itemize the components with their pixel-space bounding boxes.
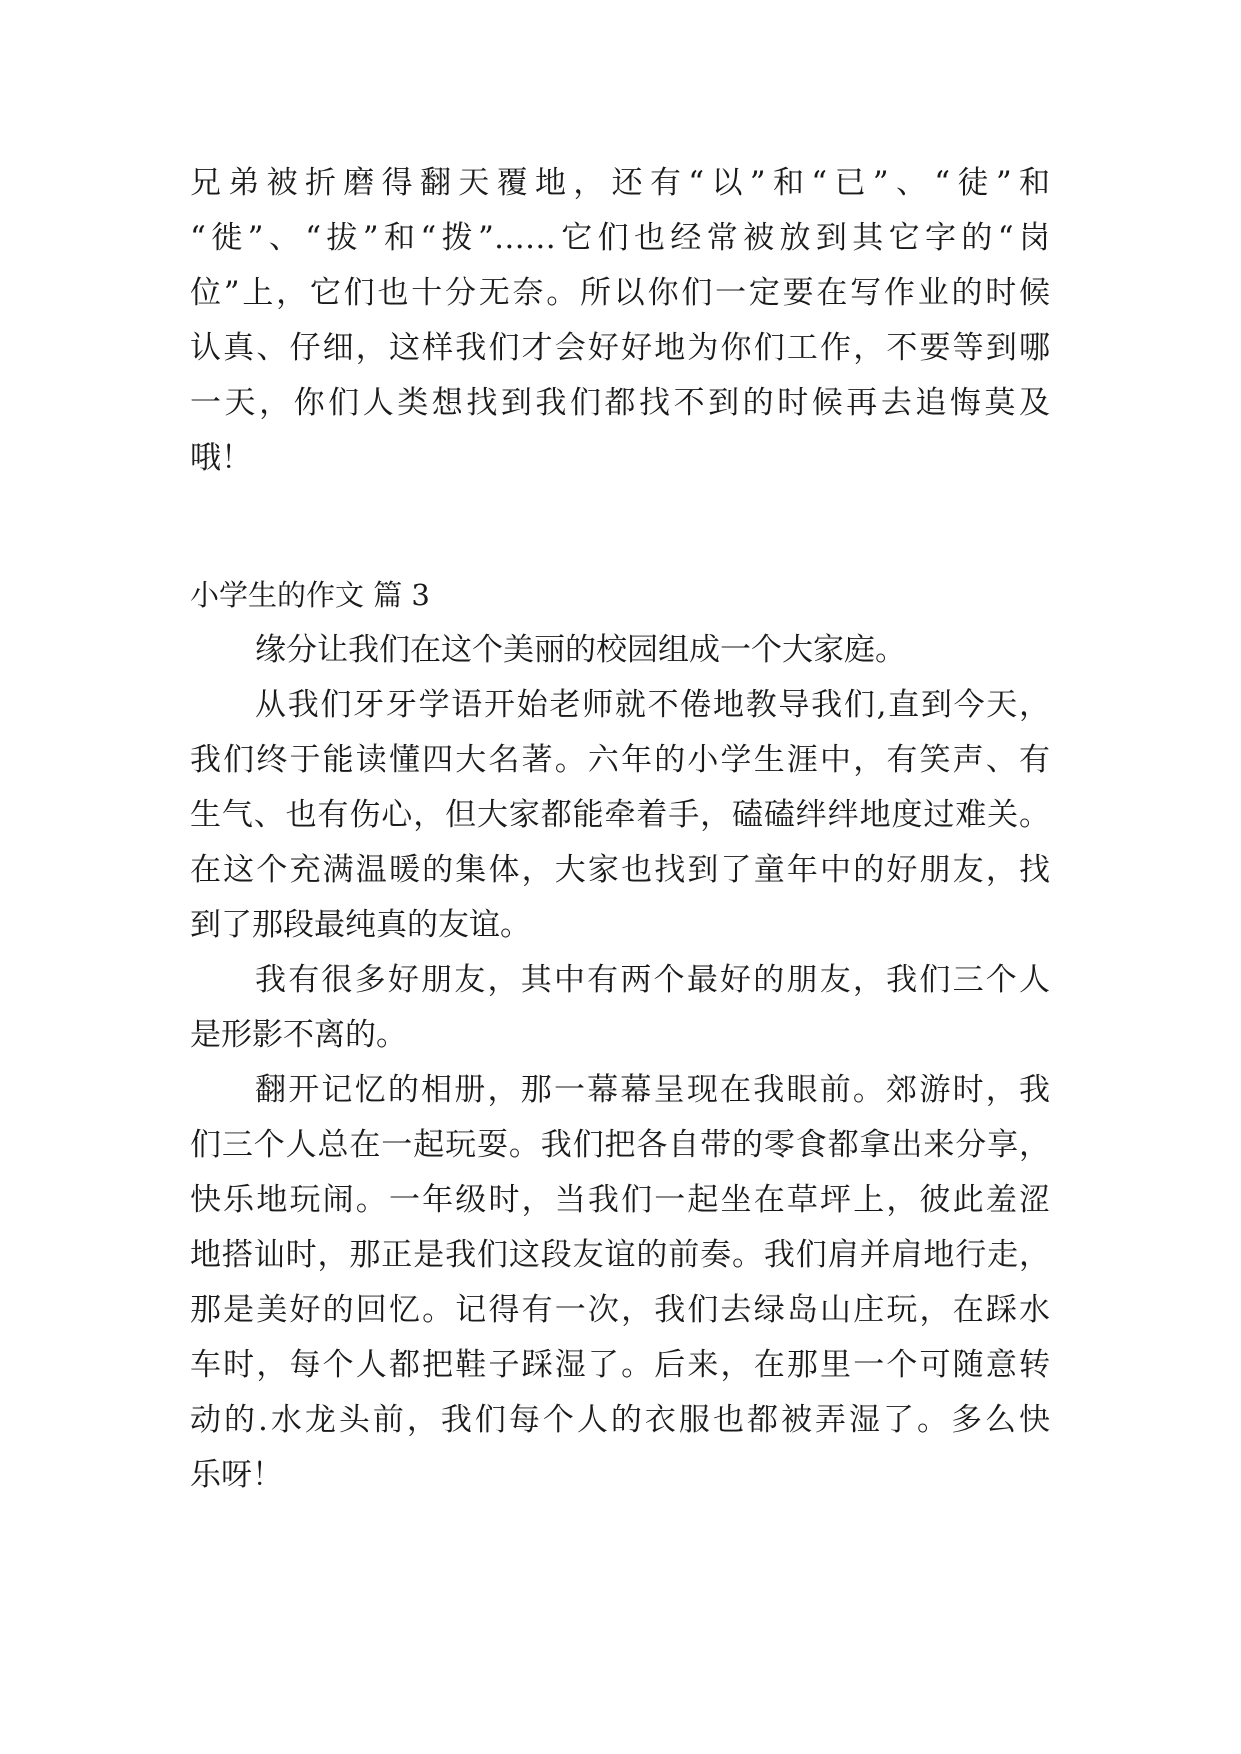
text-line: 从我们牙牙学语开始老师就不倦地教导我们,直到今天， [255, 687, 1050, 723]
text-line: 生气、也有伤心，但大家都能牵着手，磕磕绊绊地度过难关。 [190, 797, 1050, 833]
text-line: 们三个人总在一起玩耍。我们把各自带的零食都拿出来分享， [190, 1127, 1050, 1163]
text-line: 动的.水龙头前，我们每个人的衣服也都被弄湿了。多么快 [190, 1402, 1050, 1438]
text-line: 地搭讪时，那正是我们这段友谊的前奏。我们肩并肩地行走， [190, 1237, 1050, 1273]
text-line: 一天，你们人类想找到我们都找不到的时候再去追悔莫及 [190, 385, 1050, 421]
section-heading: 小学生的作文 篇 3 [190, 578, 430, 612]
text-line: 快乐地玩闹。一年级时，当我们一起坐在草坪上，彼此羞涩 [190, 1182, 1050, 1218]
text-line: 哦！ [190, 440, 252, 476]
text-line: 我有很多好朋友，其中有两个最好的朋友，我们三个人 [255, 962, 1050, 998]
text-line: 车时，每个人都把鞋子踩湿了。后来，在那里一个可随意转 [190, 1347, 1050, 1383]
text-line: 那是美好的回忆。记得有一次，我们去绿岛山庄玩，在踩水 [190, 1292, 1050, 1328]
text-line: 是形影不离的。 [190, 1017, 407, 1053]
text-line: 乐呀！ [190, 1457, 283, 1493]
text-line: 兄弟被折磨得翻天覆地，还有“以”和“已”、“徒”和 [190, 165, 1050, 201]
text-line: “徙”、“拔”和“拨”……它们也经常被放到其它字的“岗 [190, 220, 1050, 256]
text-line: 缘分让我们在这个美丽的校园组成一个大家庭。 [255, 632, 906, 668]
text-line: 翻开记忆的相册，那一幕幕呈现在我眼前。郊游时，我 [255, 1072, 1050, 1108]
text-line: 位”上，它们也十分无奈。所以你们一定要在写作业的时候 [190, 275, 1050, 311]
text-line: 我们终于能读懂四大名著。六年的小学生涯中，有笑声、有 [190, 742, 1050, 778]
text-line: 到了那段最纯真的友谊。 [190, 907, 531, 943]
text-line: 认真、仔细，这样我们才会好好地为你们工作，不要等到哪 [190, 330, 1050, 366]
text-line: 在这个充满温暖的集体，大家也找到了童年中的好朋友，找 [190, 852, 1050, 888]
